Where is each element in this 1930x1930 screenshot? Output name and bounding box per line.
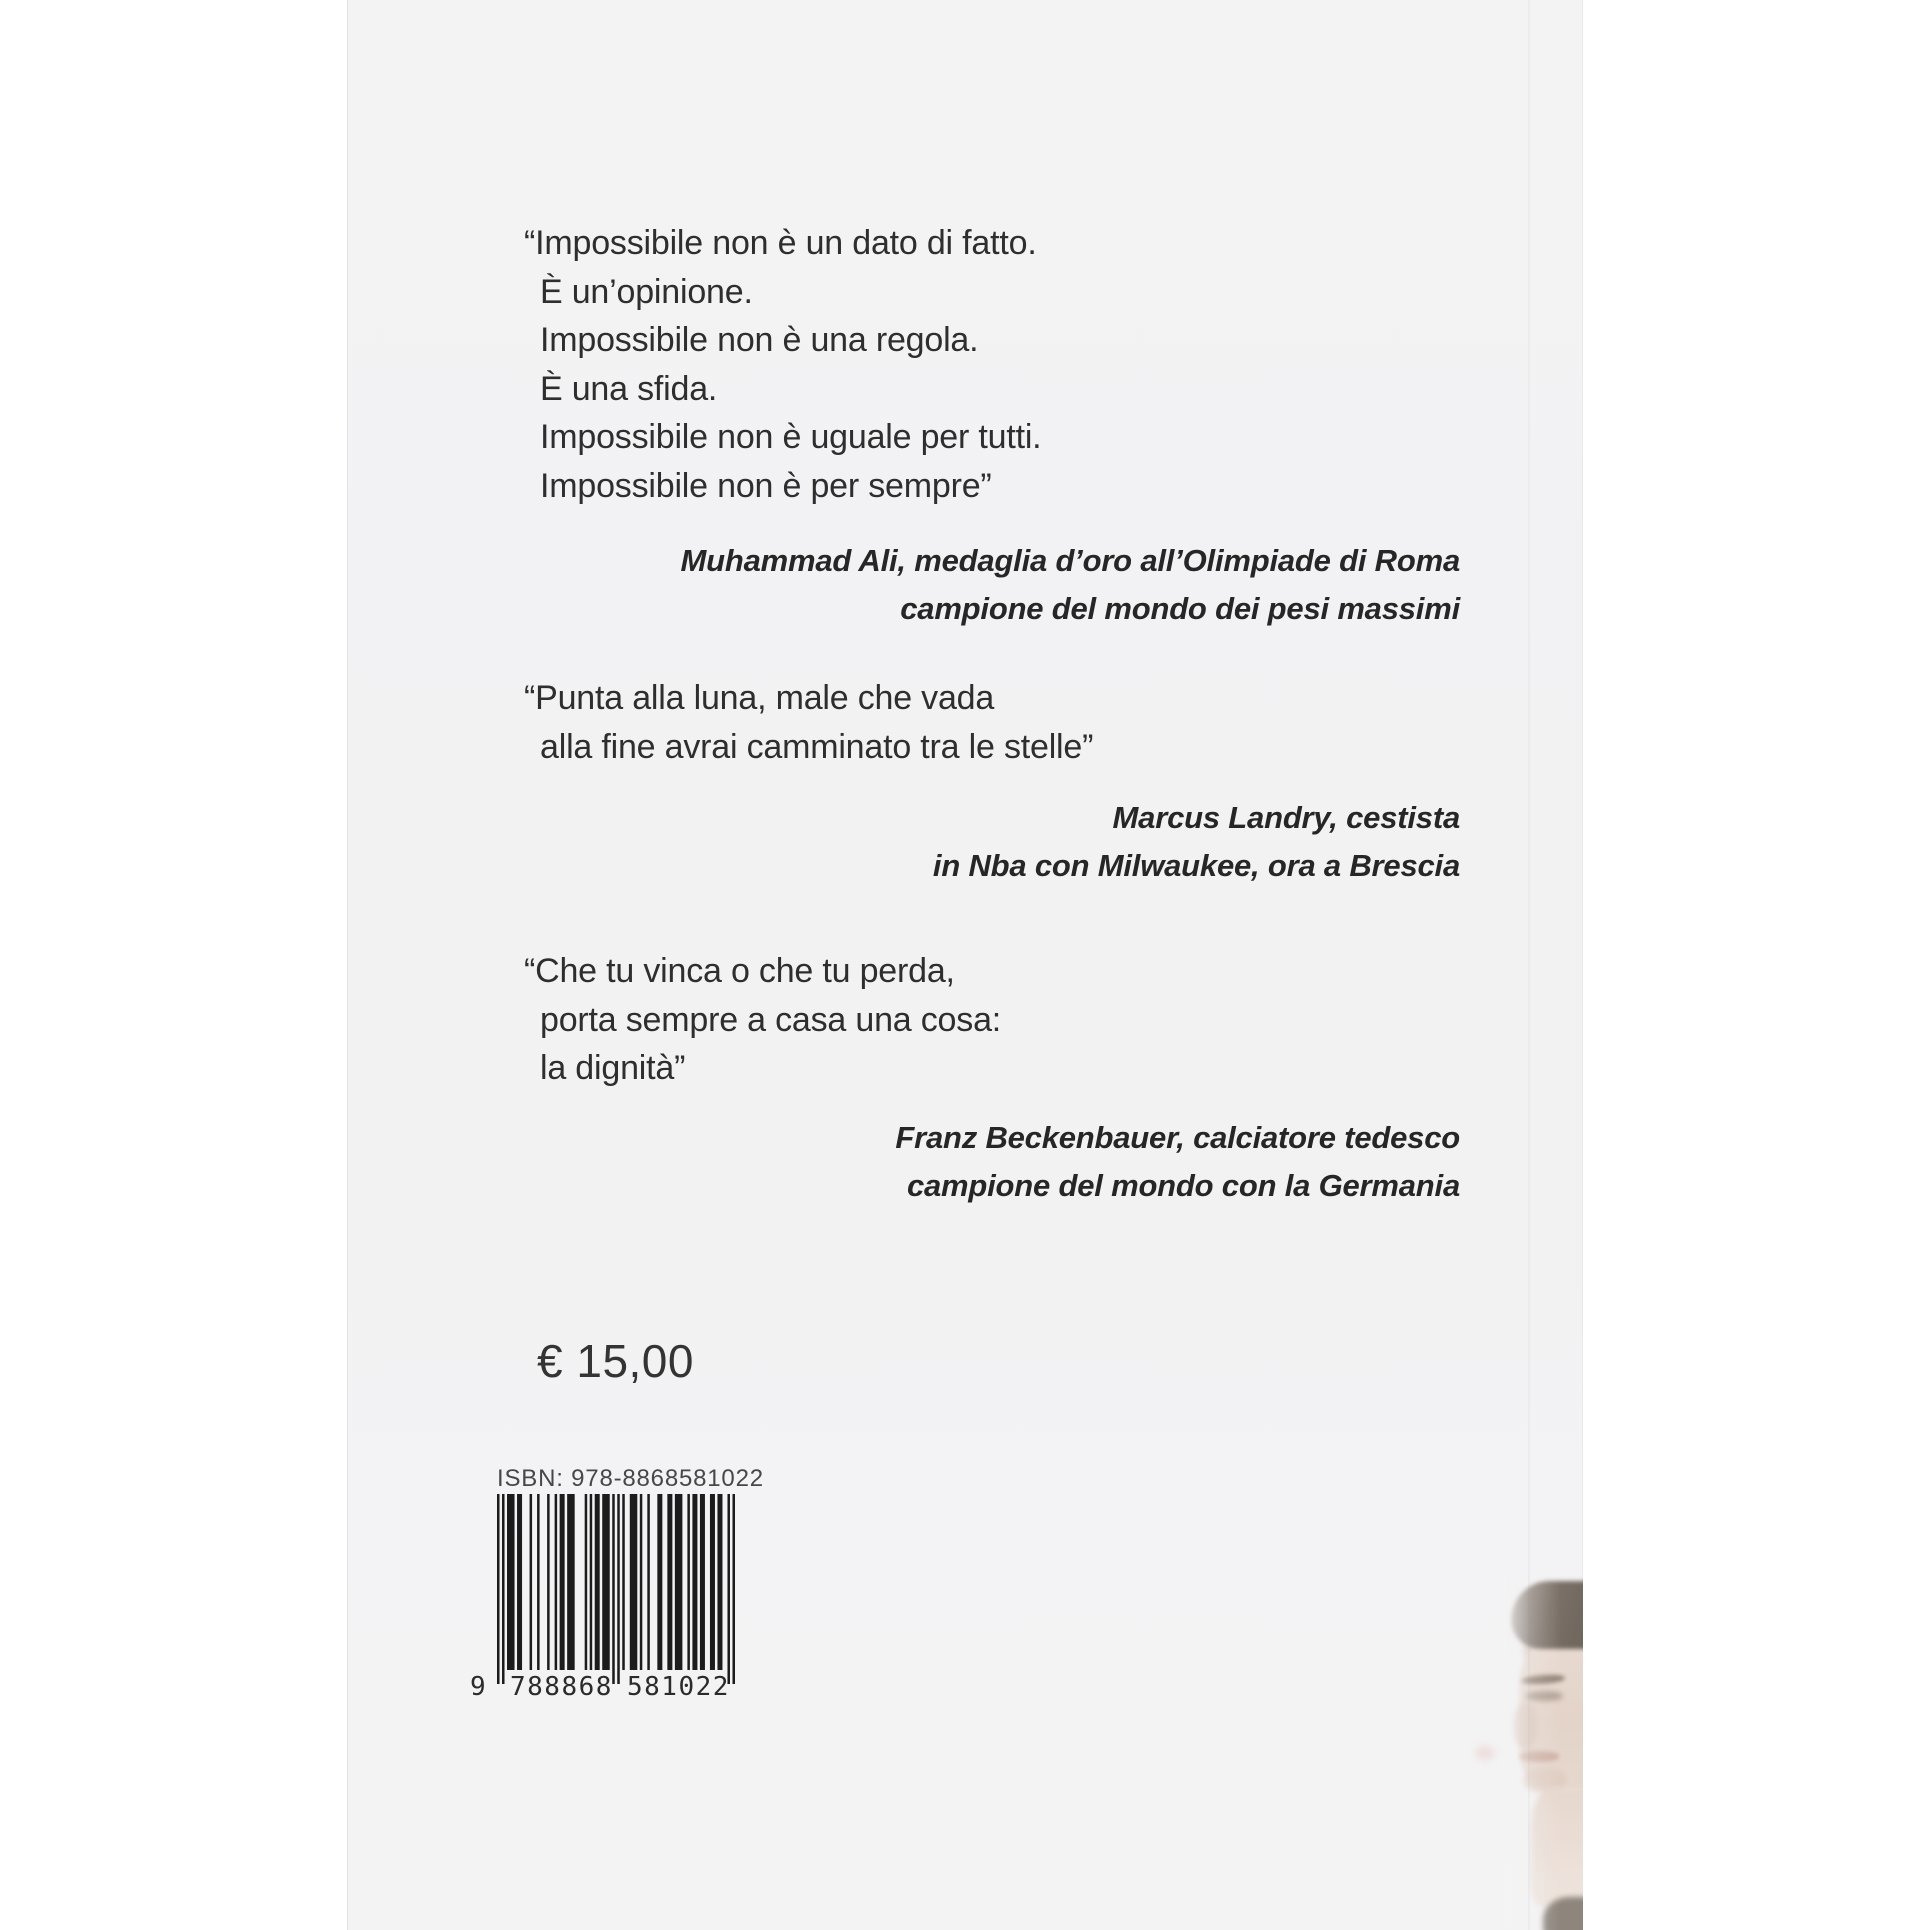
cover-crease <box>1528 0 1530 1930</box>
attribution-line: campione del mondo con la Germania <box>906 1168 1460 1203</box>
attribution-marcus-landry <box>537 794 1460 890</box>
quote-line: Impossibile non è uguale per tutti. <box>540 418 1042 456</box>
quote-line: la dignità” <box>540 1049 686 1087</box>
quote-line: È un’opinione. <box>540 272 753 311</box>
attribution-line: in Nba con Milwaukee, ora a Brescia <box>932 848 1460 883</box>
isbn-barcode <box>470 1494 735 1706</box>
attribution-line: Muhammad Ali, medaglia d’oro all’Olimpiade di Roma <box>680 543 1460 578</box>
quote-line: Impossibile non è per sempre” <box>540 466 992 505</box>
attribution-line: Franz Beckenbauer, calciatore tedesco <box>895 1120 1460 1155</box>
price-label: € 15,00 <box>537 1335 694 1387</box>
quote-line: “Impossibile non è un dato di fatto. <box>524 224 1037 262</box>
attribution-line: campione del mondo dei pesi massimi <box>900 591 1460 626</box>
quote-line: È una sfida. <box>540 369 718 408</box>
attribution-line: Marcus Landry, cestista <box>1112 800 1460 835</box>
barcode-digit-group: 581022 <box>627 1672 730 1702</box>
book-back-cover <box>347 0 1583 1930</box>
attribution-muhammad-ali <box>537 537 1460 633</box>
barcode-bars <box>497 1494 735 1684</box>
photo-fade-overlay <box>1497 1575 1583 1930</box>
barcode-digit-group: 9 <box>470 1672 488 1702</box>
isbn-label: ISBN: 978-8868581022 <box>497 1465 764 1492</box>
quote-line: “Che tu vinca o che tu perda, <box>524 952 955 990</box>
quote-line: porta sempre a casa una cosa: <box>540 1000 1002 1039</box>
pink-smudge <box>1475 1746 1495 1760</box>
attribution-franz-beckenbauer <box>537 1114 1460 1210</box>
quote-block-franz-beckenbauer <box>524 947 1002 1093</box>
quote-line: Impossibile non è una regola. <box>540 321 979 359</box>
author-photo-fragment <box>1497 1575 1583 1930</box>
quote-line: alla fine avrai camminato tra le stelle” <box>540 727 1094 766</box>
barcode-digit-group: 788868 <box>510 1672 613 1702</box>
quote-block-muhammad-ali <box>524 219 1042 510</box>
quote-block-marcus-landry <box>524 674 1094 771</box>
quote-line: “Punta alla luna, male che vada <box>524 679 995 717</box>
